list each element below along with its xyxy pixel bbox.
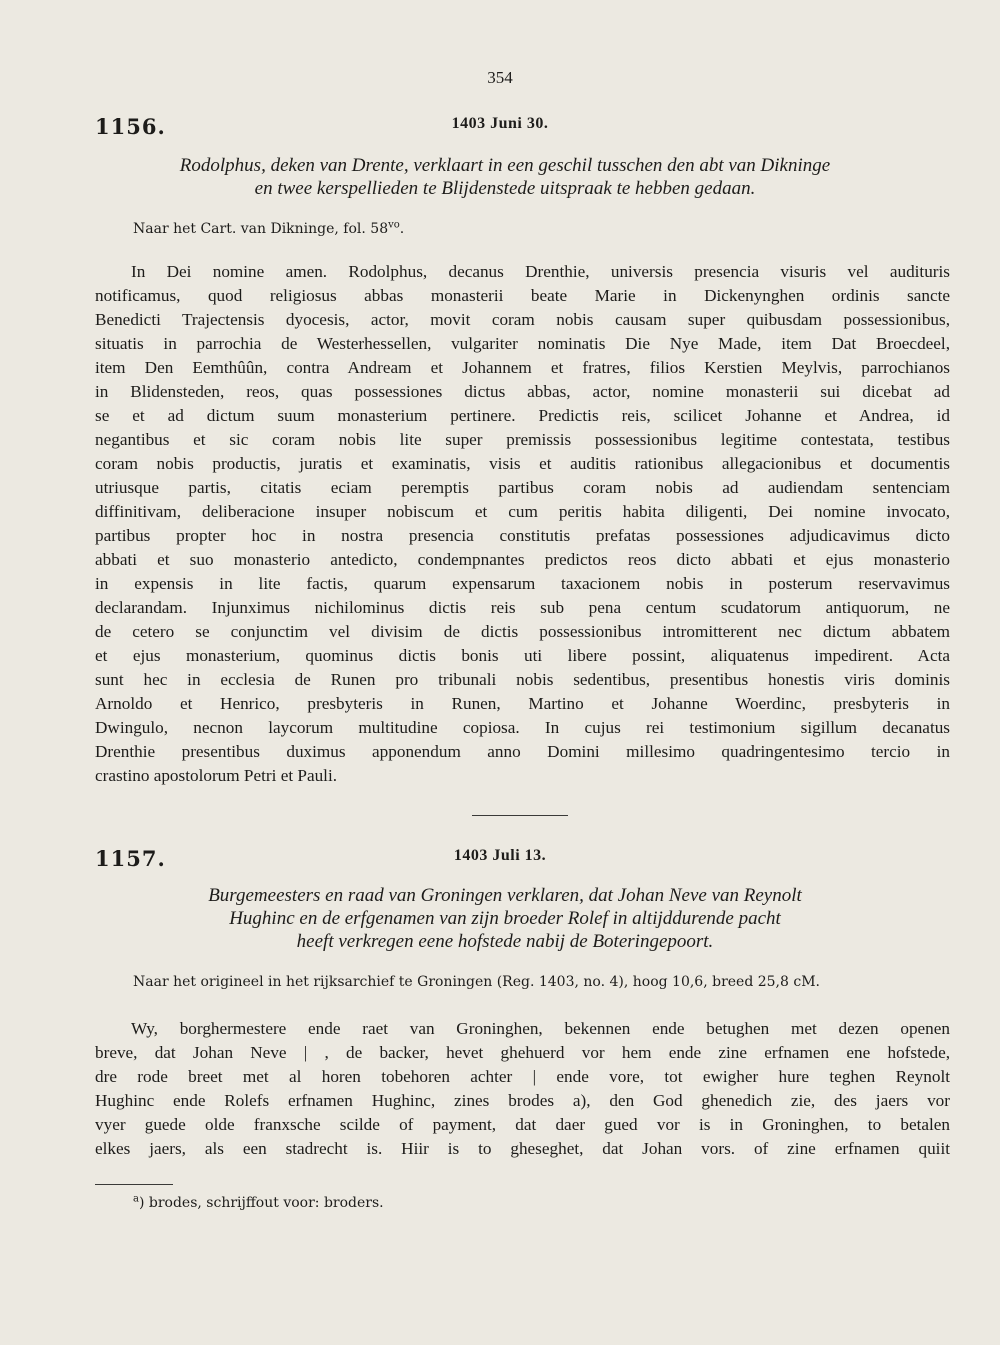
text-line: sunt hec in ecclesia de Runen pro tribunali nobis sedentibus, presentibus honestis viris dominis: [95, 670, 950, 689]
footnote: [133, 1195, 384, 1211]
source-end: .: [399, 221, 405, 237]
text-line: Arnoldo et Henrico, presbyteris in Runen, Martino et Johanne Woerdinc, presbyteris in: [95, 694, 950, 713]
text-line: abbati et suo monasterio antedicto, condempnantes predictos reos dicto abbati et ejus monasterio: [95, 550, 950, 569]
text-line: elkes jaers, als een stadrecht is. Hiir is to gheseghet, dat Johan vors. of zine erfnamen quiit: [95, 1139, 950, 1158]
section-divider: [472, 815, 568, 816]
source-note-1156: [133, 221, 404, 237]
text-line: utriusque partis, citatis eciam peremptis partibus coram nobis ad audiendam sentenciam: [95, 478, 950, 497]
text-line: In Dei nomine amen. Rodolphus, decanus Drenthie, universis presencia visuris vel audituris: [131, 262, 950, 281]
summary-line: heeft verkregen eene hofstede nabij de Boteringepoort.: [296, 931, 714, 952]
text-line: dre rode breet met al horen tobehoren achter | ende vore, tot ewigher hure teghen Reynolt: [95, 1067, 950, 1086]
text-line: Hughinc ende Rolefs erfnamen Hughinc, zines brodes a), den God ghenedich zie, des jaers vor: [95, 1091, 950, 1110]
text-line: coram nobis productis, juratis et examinatis, visis et auditis rationibus allegacionibus et documentis: [95, 454, 950, 473]
footnote-text: ) brodes, schrijffout voor: broders.: [138, 1195, 384, 1211]
text-line: Dwingulo, necnon laycorum multitudine copiosa. In cujus rei testimonium sigillum decanatus: [95, 718, 950, 737]
text-line: Benedicti Trajectensis dyocesis, actor, movit coram nobis causam super quibusdam possessionibus,: [95, 310, 950, 329]
summary-line: en twee kerspellieden te Blijdenstede uitspraak te hebben gedaan.: [254, 178, 756, 199]
charter-number-1157: 1157.: [95, 846, 166, 871]
text-line: in expensis in lite factis, quarum expensarum taxacionem nobis in posterum reservavimus: [95, 574, 950, 593]
charter-summary-1157: [110, 884, 900, 953]
text-line: Drenthie presentibus duximus apponendum anno Domini millesimo quadringentesimo tercio in: [95, 742, 950, 761]
text-line: notificamus, quod religiosus abbas monasterii beate Marie in Dickenynghen ordinis sancte: [95, 286, 950, 305]
text-line: de cetero se conjunctim vel divisim de dictis possessionibus intromitterent nec dictum abbatem: [95, 622, 950, 641]
charter-number-1156: 1156.: [95, 114, 166, 139]
text-line: se et ad dictum suum monasterium pertinere. Predictis reis, scilicet Johanne et Andrea, id: [95, 406, 950, 425]
charter-date-1157: 1403 Juli 13.: [453, 847, 547, 864]
summary-line: Hughinc en de erfgenamen van zijn broeder Rolef in altijddurende pacht: [229, 908, 781, 929]
source-note-1157: Naar het origineel in het rijksarchief te Groningen (Reg. 1403, no. 4), hoog 10,6, breed 25,8 cM.: [133, 974, 820, 990]
source-text: Naar het Cart. van Dikninge, fol. 58: [133, 221, 389, 237]
text-line: et ejus monasterium, quominus dictis bonis uti libere possint, aliquatenus impedirent. Acta: [95, 646, 950, 665]
text-line: situatis in parrochia de Westerhessellen, vulgariter nominatis Die Nye Made, item Dat Broecdeel,: [95, 334, 950, 353]
page-number: 354: [487, 68, 513, 87]
text-line: in Blidensteden, reos, quas possessiones dictus abbas, actor, nomine monasterii sui dicebat ad: [95, 382, 950, 401]
summary-line: Rodolphus, deken van Drente, verklaart in een geschil tusschen den abt van Dikninge: [179, 155, 831, 176]
text-line: declarandam. Injunximus nichilominus dictis reis sub pena centum scudatorum antiquorum, ne: [95, 598, 950, 617]
charter-text-1156: [95, 260, 950, 788]
text-line: item Den Eemthûûn, contra Andream et Johannem et fratres, filios Kerstien Meylvis, parrochianos: [95, 358, 950, 377]
source-superscript: vo: [388, 219, 400, 231]
summary-line: Burgemeesters en raad van Groningen verklaren, dat Johan Neve van Reynolt: [208, 885, 802, 906]
text-line: breve, dat Johan Neve | , de backer, hevet ghehuerd vor hem ende zine erfnamen ene hofstede,: [95, 1043, 950, 1062]
text-line: Wy, borghermestere ende raet van Groninghen, bekennen ende betughen met dezen openen: [131, 1019, 950, 1038]
text-line: crastino apostolorum Petri et Pauli.: [95, 766, 338, 785]
text-line: partibus propter hoc in nostra presencia constitutis prefatas possessiones adjudicavimus dicto: [95, 526, 950, 545]
footnote-marker: a: [133, 1193, 139, 1205]
text-line: negantibus et sic coram nobis lite super premissis possessionibus legitime contestata, testibus: [95, 430, 950, 449]
footnote-divider: [95, 1184, 173, 1185]
charter-summary-1156: [110, 154, 900, 200]
charter-date-1156: 1403 Juni 30.: [451, 115, 549, 132]
text-line: diffinitivam, deliberacione insuper nobiscum et cum peritis habita diligenti, Dei nomine invocato,: [95, 502, 950, 521]
charter-text-1157: [95, 1017, 950, 1161]
text-line: vyer guede olde franxsche scilde of payment, dat daer gued vor is in Groninghen, to betalen: [95, 1115, 950, 1134]
